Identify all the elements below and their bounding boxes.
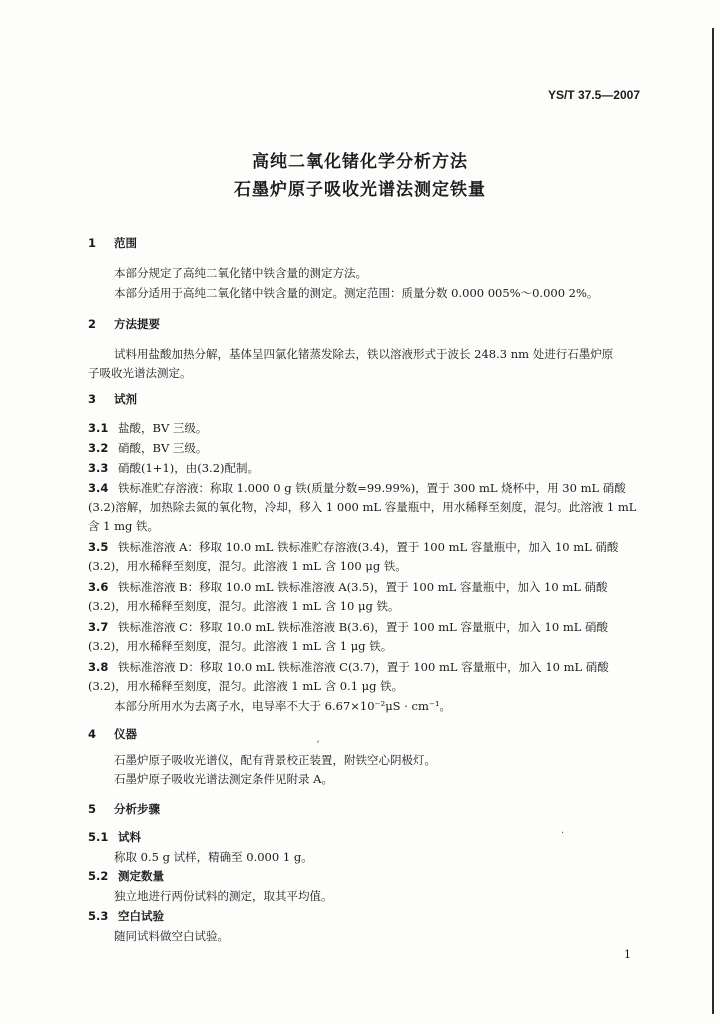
- list-item-continuation: (3.2)溶解，加热除去氮的氧化物，冷却，移入 1 000 mL 容量瓶中，用水稀释至刻度，混匀。此溶液 1 mL: [88, 500, 637, 514]
- subsection-heading: 5.3 空白试验: [88, 909, 164, 923]
- title-line-1: 高纯二氧化锗化学分析方法: [252, 152, 468, 172]
- list-item: 3.6 铁标准溶液 B：移取 10.0 mL 铁标准溶液 A(3.5)，置于 100 mL 容量瓶中，加入 10 mL 硝酸: [88, 580, 608, 594]
- section-heading-5: 5 分析步骤: [88, 802, 160, 816]
- paragraph: 本部分所用水为去离子水，电导率不大于 6.67×10⁻²μS · cm⁻¹。: [114, 699, 452, 713]
- list-item-continuation: (3.2)，用水稀释至刻度，混匀。此溶液 1 mL 含 10 μg 铁。: [88, 599, 400, 613]
- paragraph: 试料用盐酸加热分解，基体呈四氯化锗蒸发除去，铁以溶液形式于波长 248.3 nm 处进行石墨炉原: [114, 347, 614, 361]
- list-item-continuation: 含 1 mg 铁。: [88, 519, 160, 533]
- section-heading-4: 4 仪器: [88, 727, 137, 741]
- list-item: 3.4 铁标准贮存溶液：称取 1.000 0 g 铁(质量分数=99.99%)，置于 300 mL 烧杯中，用 30 mL 硝酸: [88, 481, 626, 495]
- section-heading-3: 3 试剂: [88, 392, 137, 406]
- paragraph-continuation: 子吸收光谱法测定。: [88, 366, 192, 380]
- list-item: 3.3 硝酸(1+1)，由(3.2)配制。: [88, 461, 260, 475]
- list-item-continuation: (3.2)，用水稀释至刻度，混匀。此溶液 1 mL 含 100 μg 铁。: [88, 559, 407, 573]
- list-item-continuation: (3.2)，用水稀释至刻度，混匀。此溶液 1 mL 含 1 μg 铁。: [88, 639, 393, 653]
- scan-speck: ʼ: [316, 740, 320, 751]
- subsection-heading: 5.1 试料: [88, 830, 141, 844]
- subsection-heading: 5.2 测定数量: [88, 869, 164, 883]
- title-line-2: 石墨炉原子吸收光谱法测定铁量: [234, 180, 486, 200]
- paragraph: 本部分适用于高纯二氧化锗中铁含量的测定。测定范围：质量分数 0.000 005%～0.000 2%。: [114, 286, 599, 300]
- page-number: 1: [624, 948, 631, 961]
- list-item: 3.1 盐酸，BV 三级。: [88, 421, 208, 435]
- paragraph: 本部分规定了高纯二氧化锗中铁含量的测定方法。: [114, 266, 367, 280]
- paragraph: 称取 0.5 g 试样，精确至 0.000 1 g。: [114, 850, 313, 864]
- list-item: 3.7 铁标准溶液 C：移取 10.0 mL 铁标准溶液 B(3.6)，置于 100 mL 容量瓶中，加入 10 mL 硝酸: [88, 620, 609, 634]
- paragraph: 石墨炉原子吸收光谱法测定条件见附录 A。: [114, 772, 333, 786]
- list-item-continuation: (3.2)，用水稀释至刻度，混匀。此溶液 1 mL 含 0.1 μg 铁。: [88, 679, 404, 693]
- paragraph: 独立地进行两份试料的测定，取其平均值。: [114, 889, 333, 903]
- section-heading-1: 1 范围: [88, 236, 137, 250]
- standard-code: YS/T 37.5—2007: [547, 88, 640, 102]
- section-heading-2: 2 方法提要: [88, 317, 160, 331]
- paragraph: 石墨炉原子吸收光谱仪，配有背景校正装置，附铁空心阴极灯。: [114, 753, 436, 767]
- list-item: 3.2 硝酸，BV 三级。: [88, 441, 208, 455]
- paragraph: 随同试料做空白试验。: [114, 929, 229, 943]
- scan-speck: ·: [561, 828, 565, 839]
- list-item: 3.5 铁标准溶液 A：移取 10.0 mL 铁标准贮存溶液(3.4)，置于 100 mL 容量瓶中，加入 10 mL 硝酸: [88, 540, 619, 554]
- list-item: 3.8 铁标准溶液 D：移取 10.0 mL 铁标准溶液 C(3.7)，置于 100 mL 容量瓶中，加入 10 mL 硝酸: [88, 660, 609, 674]
